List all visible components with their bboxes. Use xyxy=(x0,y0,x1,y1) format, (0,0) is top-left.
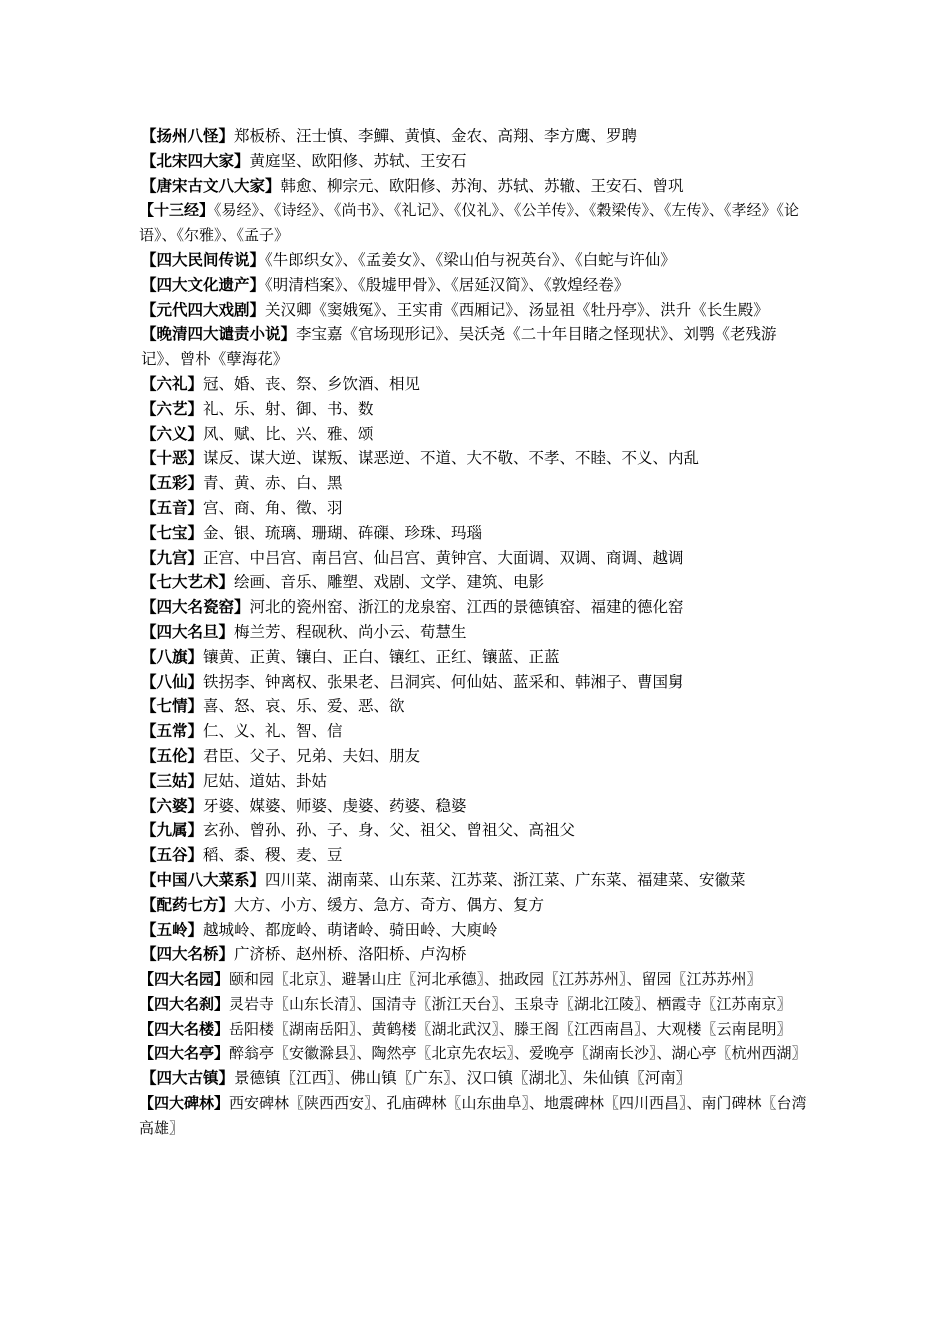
entry-text: 韩愈、柳宗元、欧阳修、苏洵、苏轼、苏辙、王安石、曾巩 xyxy=(280,176,684,195)
list-item xyxy=(139,992,813,1017)
list-item xyxy=(141,595,813,620)
entry-label: 【三姑】 xyxy=(141,770,204,790)
list-item xyxy=(141,521,813,546)
entry-text: 青、黄、赤、白、黑 xyxy=(203,474,343,493)
entry-label: 【扬州八怪】 xyxy=(141,126,235,145)
document-body xyxy=(141,124,813,1141)
entry-text: 稻、黍、稷、麦、豆 xyxy=(203,846,343,865)
entry-label: 【北宋四大家】 xyxy=(141,150,250,170)
entry-text: 李宝嘉《官场现形记》、吴沃尧《二十年目睹之怪现状》、刘鹗《老残游记》、曾朴《孽海花》 xyxy=(141,325,777,369)
entry-text: 礼、乐、射、御、书、数 xyxy=(203,399,374,418)
entry-text: 黄庭坚、欧阳修、苏轼、王安石 xyxy=(249,151,467,170)
entry-text: 西安碑林〖陕西西安〗、孔庙碑林〖山东曲阜〗、地震碑林〖四川西昌〗、南门碑林〖台湾高雄〗 xyxy=(139,1094,807,1137)
entry-label: 【四大碑林】 xyxy=(139,1094,230,1113)
list-item xyxy=(139,967,813,992)
entry-text: 广济桥、赵州桥、洛阳桥、卢沟桥 xyxy=(234,945,467,964)
entry-label: 【七大艺术】 xyxy=(141,572,235,592)
entry-text: 醉翁亭〖安徽滁县〗、陶然亭〖北京先农坛〗、爱晚亭〖湖南长沙〗、湖心亭〖杭州西湖〗 xyxy=(229,1044,807,1063)
list-item xyxy=(141,322,813,372)
entry-text: 河北的瓷州窑、浙江的龙泉窑、江西的景德镇窑、福建的德化窑 xyxy=(249,598,684,617)
entry-text: 喜、怒、哀、乐、爱、恶、欲 xyxy=(203,697,405,716)
entry-label: 【元代四大戏剧】 xyxy=(141,299,266,319)
entry-text: 景德镇〖江西〗、佛山镇〖广东〗、汉口镇〖湖北〗、朱仙镇〖河南〗 xyxy=(234,1069,692,1088)
list-item xyxy=(141,124,813,149)
list-item xyxy=(141,248,813,273)
entry-label: 【十三经】 xyxy=(139,201,215,220)
list-item xyxy=(141,942,813,967)
entry-text: 颐和园〖北京〗、避暑山庄〖河北承德〗、拙政园〖江苏苏州〗、留园〖江苏苏州〗 xyxy=(229,970,762,989)
entry-text: 梅兰芳、程砚秋、尚小云、荀慧生 xyxy=(234,622,467,641)
list-item xyxy=(141,893,813,918)
entry-text: 镶黄、正黄、镶白、正白、镶红、正红、镶蓝、正蓝 xyxy=(203,647,560,666)
list-item xyxy=(141,397,813,422)
list-item xyxy=(141,273,813,298)
entry-label: 【六艺】 xyxy=(141,398,204,418)
entry-label: 【四大文化遗产】 xyxy=(141,274,266,294)
entry-label: 【四大民间传说】 xyxy=(141,249,266,269)
entry-text: 玄孙、曾孙、孙、子、身、父、祖父、曾祖父、高祖父 xyxy=(203,821,576,840)
entry-label: 【四大名亭】 xyxy=(139,1044,230,1063)
entry-text: 大方、小方、缓方、急方、奇方、偶方、复方 xyxy=(234,895,545,914)
entry-text: 冠、婚、丧、祭、乡饮酒、相见 xyxy=(203,374,421,393)
list-item xyxy=(139,1091,813,1141)
entry-label: 【五常】 xyxy=(141,721,204,741)
entry-label: 【五彩】 xyxy=(141,473,204,493)
entry-text: 岳阳楼〖湖南岳阳〗、黄鹤楼〖湖北武汉〗、滕王阁〖江西南昌〗、大观楼〖云南昆明〗 xyxy=(229,1019,792,1038)
entry-label: 【四大名园】 xyxy=(139,970,230,989)
entry-text: 尼姑、道姑、卦姑 xyxy=(203,771,328,790)
entry-text: 牙婆、媒婆、师婆、虔婆、药婆、稳婆 xyxy=(203,796,467,815)
entry-text: 铁拐李、钟离权、张果老、吕洞宾、何仙姑、蓝采和、韩湘子、曹国舅 xyxy=(203,672,684,691)
entry-label: 【四大名刹】 xyxy=(139,994,230,1013)
list-item xyxy=(141,496,813,521)
list-item xyxy=(141,174,813,199)
entry-text: 《易经》、《诗经》、《尚书》、《礼记》、《仪礼》、《公羊传》、《穀梁传》、《左传》、《孝经》《论语》、《尔雅》、《孟子》 xyxy=(139,201,800,245)
list-item xyxy=(139,1017,813,1042)
list-item xyxy=(141,769,813,794)
entry-text: 关汉卿《窦娥冤》、王实甫《西厢记》、汤显祖《牡丹亭》、洪升《长生殿》 xyxy=(265,300,769,319)
entry-text: 正宫、中吕宫、南吕宫、仙吕宫、黄钟宫、大面调、双调、商调、越调 xyxy=(203,548,684,567)
entry-text: 仁、义、礼、智、信 xyxy=(203,722,343,741)
entry-label: 【四大名瓷窑】 xyxy=(141,597,250,617)
entry-label: 【五谷】 xyxy=(141,845,204,865)
list-item xyxy=(141,1066,813,1091)
list-item xyxy=(141,694,813,719)
entry-text: 灵岩寺〖山东长清〗、国清寺〖浙江天台〗、玉泉寺〖湖北江陵〗、栖霞寺〖江苏南京〗 xyxy=(229,994,792,1013)
entry-text: 君臣、父子、兄弟、夫妇、朋友 xyxy=(203,746,421,765)
list-item xyxy=(141,794,813,819)
list-item xyxy=(141,620,813,645)
entry-label: 【八仙】 xyxy=(141,671,204,691)
list-item xyxy=(141,149,813,174)
entry-label: 【晚清四大谴责小说】 xyxy=(141,324,297,344)
list-item xyxy=(141,818,813,843)
entry-label: 【五伦】 xyxy=(141,745,204,765)
list-item xyxy=(141,372,813,397)
entry-text: 绘画、音乐、雕塑、戏剧、文学、建筑、电影 xyxy=(234,573,545,592)
list-item xyxy=(141,446,813,471)
entry-text: 金、银、琉璃、珊瑚、砗磲、珍珠、玛瑙 xyxy=(203,523,483,542)
entry-text: 宫、商、角、徵、羽 xyxy=(203,498,343,517)
entry-label: 【十恶】 xyxy=(141,448,204,468)
entry-label: 【六礼】 xyxy=(141,373,204,393)
entry-label: 【八旗】 xyxy=(141,646,204,666)
entry-label: 【四大名桥】 xyxy=(141,944,235,964)
entry-text: 四川菜、湖南菜、山东菜、江苏菜、浙江菜、广东菜、福建菜、安徽菜 xyxy=(265,870,746,889)
list-item xyxy=(141,422,813,447)
entry-text: 《牛郎织女》、《孟姜女》、《梁山伯与祝英台》、《白蛇与许仙》 xyxy=(265,250,676,269)
list-item xyxy=(141,298,813,323)
entry-text: 越城岭、都庞岭、萌诸岭、骑田岭、大庾岭 xyxy=(203,920,498,939)
list-item xyxy=(141,670,813,695)
entry-label: 【五岭】 xyxy=(141,919,204,939)
entry-label: 【配药七方】 xyxy=(141,894,235,914)
entry-label: 【七情】 xyxy=(141,696,204,716)
list-item xyxy=(141,719,813,744)
entry-label: 【四大名旦】 xyxy=(141,621,235,641)
list-item xyxy=(141,868,813,893)
entry-label: 【四大名楼】 xyxy=(139,1019,230,1038)
entry-text: 风、赋、比、兴、雅、颂 xyxy=(203,424,374,443)
list-item xyxy=(141,918,813,943)
entry-label: 【五音】 xyxy=(141,497,204,517)
list-item xyxy=(141,570,813,595)
entry-label: 【中国八大菜系】 xyxy=(141,869,266,889)
entry-label: 【九属】 xyxy=(141,820,204,840)
entry-label: 【四大古镇】 xyxy=(141,1068,235,1088)
list-item xyxy=(141,546,813,571)
list-item xyxy=(141,843,813,868)
list-item xyxy=(139,198,813,248)
entry-label: 【七宝】 xyxy=(141,522,204,542)
entry-text: 谋反、谋大逆、谋叛、谋恶逆、不道、大不敬、不孝、不睦、不义、内乱 xyxy=(203,449,700,468)
entry-label: 【六婆】 xyxy=(141,795,204,815)
list-item xyxy=(139,1041,813,1066)
list-item xyxy=(141,471,813,496)
entry-text: 郑板桥、汪士慎、李鱓、黄慎、金农、高翔、李方鹰、罗聘 xyxy=(234,127,638,145)
entry-text: 《明清档案》、《殷墟甲骨》、《居延汉简》、《敦煌经卷》 xyxy=(265,275,630,294)
list-item xyxy=(141,645,813,670)
entry-label: 【九宫】 xyxy=(141,547,204,567)
entry-label: 【唐宋古文八大家】 xyxy=(141,175,281,195)
entry-label: 【六义】 xyxy=(141,423,204,443)
list-item xyxy=(141,744,813,769)
